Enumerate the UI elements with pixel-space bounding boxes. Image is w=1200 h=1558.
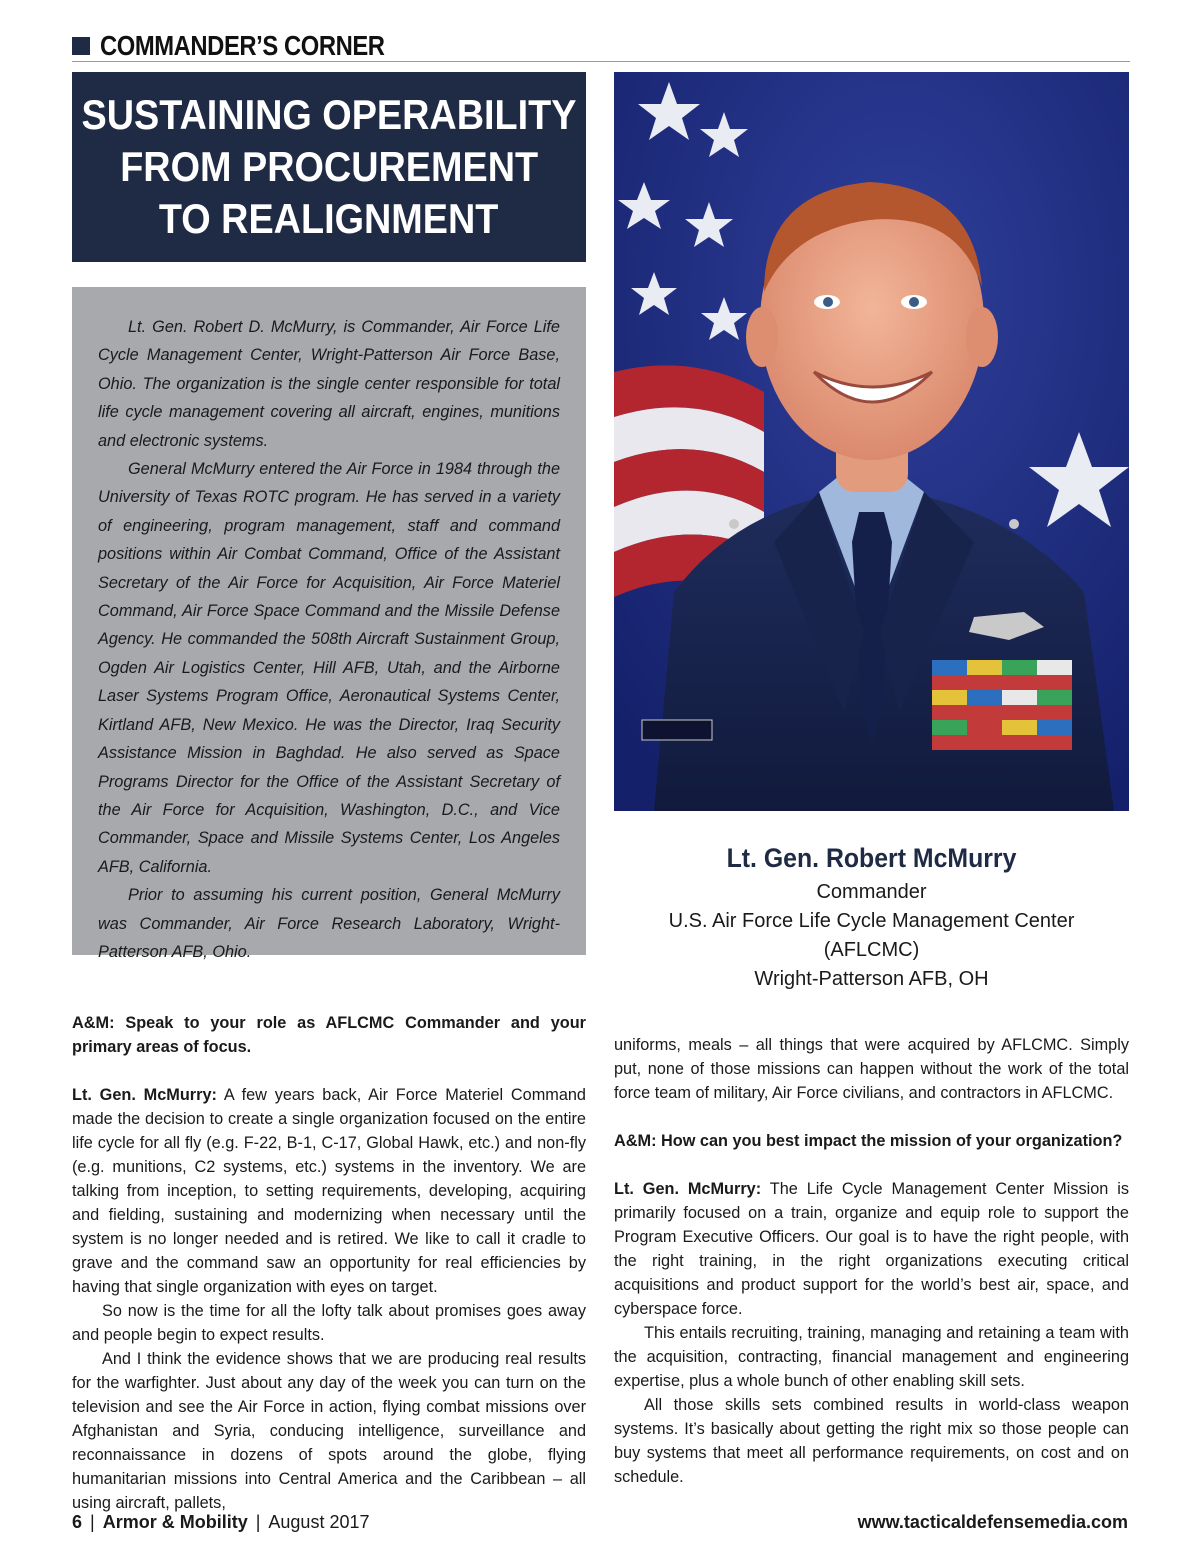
caption-name: Lt. Gen. Robert McMurry xyxy=(726,843,1017,873)
answer-1-paragraph-2: So now is the time for all the lofty talk about promises goes away and people begin to expect results. xyxy=(72,1302,586,1344)
caption-location: Wright-Patterson AFB, OH xyxy=(754,968,989,990)
bio-paragraph: Lt. Gen. Robert D. McMurry, is Commander, Air Force Life Cycle Management Center, Wright-Patterson Air Force Base, Ohio. The organization is the single center responsible for total life cycle management covering all aircraft, engines, munitions and electronic systems. xyxy=(98,318,560,450)
footer-separator: | xyxy=(90,1512,95,1532)
speaker-label: Lt. Gen. McMurry: xyxy=(614,1180,762,1198)
answer-2-paragraph-3: All those skills sets combined results in world-class weapon systems. It’s basically about getting the right mix so those people can buy systems that meet all performance requirements, on cost and on schedule. xyxy=(614,1396,1129,1486)
section-label: COMMANDER’S CORNER xyxy=(100,30,385,61)
article-column-left xyxy=(72,1011,586,1515)
medal-ribbons xyxy=(932,660,1072,750)
article-column-right xyxy=(614,1033,1129,1489)
portrait-illustration xyxy=(614,72,1129,811)
question-1: A&M: Speak to your role as AFLCMC Commander and your primary areas of focus. xyxy=(72,1014,586,1056)
speaker-label: Lt. Gen. McMurry: xyxy=(72,1086,217,1104)
answer-1 xyxy=(72,1083,586,1299)
answer-1-text: A few years back, Air Force Materiel Command made the decision to create a single organization focused on the entire life cycle for all fly (e.g. F-22, B-1, C-17, Global Hawk, etc.) and non-fly (e.g. munitions, C2 systems, etc.) systems in the inventory. We are talking from inception, to setting requirements, developing, acquiring and fielding, sustaining and modernizing when necessary until the system is no longer needed and is retired. We like to call it cradle to grave and the command saw an opportunity for real efficiencies by having that single organization with eyes on target. xyxy=(72,1086,586,1296)
bio-paragraph: Prior to assuming his current position, General McMurry was Commander, Air Force Research Laboratory, Wright-Patterson AFB, Ohio. xyxy=(98,886,560,961)
question-2: A&M: How can you best impact the mission of your organization? xyxy=(614,1132,1123,1150)
footer-website-link[interactable]: www.tacticaldefensemedia.com xyxy=(857,1512,1128,1532)
bio-box xyxy=(72,287,586,961)
answer-2-text: The Life Cycle Management Center Mission is primarily focused on a train, organize and equip role to support the Program Executive Officers. Our goal is to have the right people, with the right training, in the right organizations executing critical acquisitions and product support for the world’s best air, space, and cyberspace force. xyxy=(614,1180,1130,1318)
section-header xyxy=(72,28,1130,62)
answer-1-continued: uniforms, meals – all things that were acquired by AFLCMC. Simply put, none of those missions can happen without the work of the total force team of military, Air Force civilians, and contractors in AFLCMC. xyxy=(614,1036,1129,1102)
caption-acronym: (AFLCMC) xyxy=(823,939,920,961)
answer-2 xyxy=(614,1177,1129,1321)
publication-name: Armor & Mobility xyxy=(102,1512,248,1532)
article-title-box xyxy=(72,72,586,262)
answer-1-paragraph-3: And I think the evidence shows that we are producing real results for the warfighter. Just about any day of the week you can turn on the television and see the Air Force in action, flying combat missions over Afghanistan and Syria, conducing intelligence, surveillance and reconnaissance in dozens of spots around the globe, flying humanitarian missions into Central America and the Caribbean – all using aircraft, pallets, xyxy=(72,1350,586,1512)
caption-organization: U.S. Air Force Life Cycle Management Center xyxy=(668,910,1075,932)
title-line-2: FROM PROCUREMENT xyxy=(120,143,538,190)
portrait-photo xyxy=(614,72,1129,811)
footer-separator: | xyxy=(255,1512,261,1532)
section-square-icon xyxy=(72,37,90,55)
issue-date: August 2017 xyxy=(268,1512,370,1532)
title-line-1: SUSTAINING OPERABILITY xyxy=(81,91,577,138)
answer-2-paragraph-2: This entails recruiting, training, managing and retaining a team with the acquisition, contracting, financial management and engineering expertise, plus a whole bunch of other enabling skill sets. xyxy=(614,1324,1129,1390)
bio-paragraph: General McMurry entered the Air Force in 1984 through the University of Texas ROTC program. He has served in a variety of engineering, program management, staff and command positions within Air Combat Command, Office of the Assistant Secretary of the Air Force for Acquisition, Air Force Materiel Command, Air Force Space Command and the Missile Defense Agency. He commanded the 508th Aircraft Sustainment Group, Ogden Air Logistics Center, Hill AFB, Utah, and the Airborne Laser Systems Program Office, Aeronautical Systems Center, Kirtland AFB, New Mexico. He was the Director, Iraq Security Assistance Mission in Baghdad. He also served as Space Programs Director for the Office of the Assistant Secretary of the Air Force for Acquisition, Washington, D.C., and Vice Commander, Space and Missile Systems Center, Los Angeles AFB, California. xyxy=(98,460,560,876)
page-number: 6 xyxy=(72,1512,83,1532)
footer-folio xyxy=(72,1512,370,1533)
caption-title: Commander xyxy=(816,881,927,903)
title-line-3: TO REALIGNMENT xyxy=(159,195,499,242)
photo-caption xyxy=(614,838,1129,994)
